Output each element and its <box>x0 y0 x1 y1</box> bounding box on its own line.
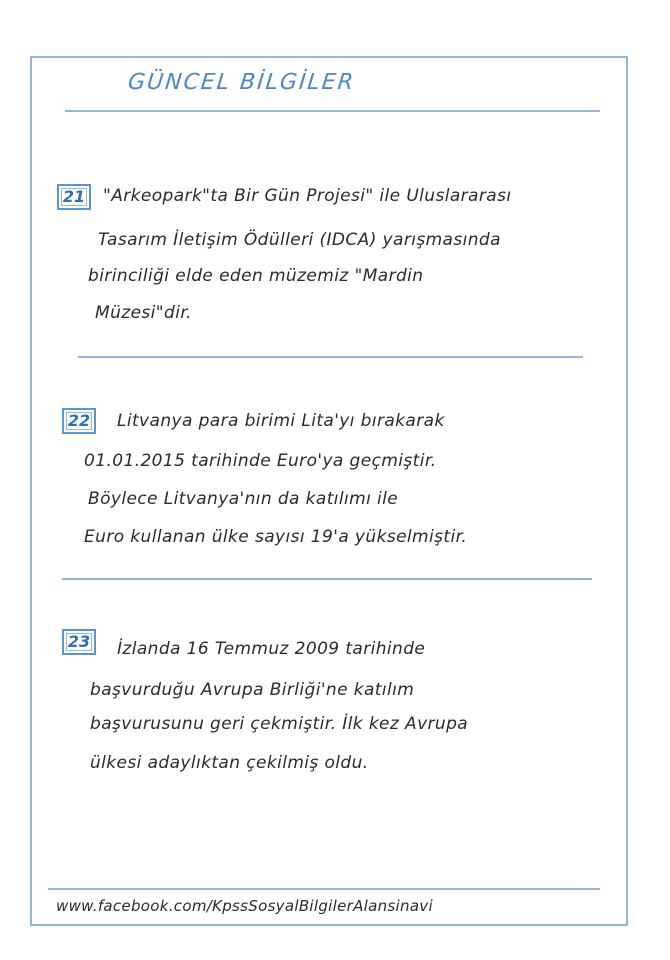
entry-text-line: 01.01.2015 tarihinde Euro'ya geçmiştir. <box>84 451 437 471</box>
entry-text-line: İzlanda 16 Temmuz 2009 tarihinde <box>117 639 426 659</box>
entry-text-line: başvurduğu Avrupa Birliği'ne katılım <box>90 680 415 700</box>
section-divider <box>78 356 583 358</box>
entry-text-line: "Arkeopark"ta Bir Gün Projesi" ile Uluslararası <box>103 186 512 206</box>
entry-text-line: Litvanya para birimi Lita'yı bırakarak <box>117 411 445 431</box>
entry-text-line: Tasarım İletişim Ödülleri (IDCA) yarışmasında <box>98 230 501 250</box>
entry-text-line: Euro kullanan ülke sayısı 19'a yükselmiştir. <box>84 527 468 547</box>
footer-divider <box>48 888 600 890</box>
entry-text-line: başvurusunu geri çekmiştir. İlk kez Avrupa <box>90 714 469 734</box>
page-title: GÜNCEL BİLGİLER <box>126 70 357 95</box>
section-divider <box>62 578 592 580</box>
entry-text-line: Müzesi"dir. <box>95 303 192 323</box>
entry-text-line: Böylece Litvanya'nın da katılımı ile <box>88 489 399 509</box>
entry-text-line: birinciliği elde eden müzemiz "Mardin <box>88 266 424 286</box>
entry-number-badge: 21 <box>57 184 91 210</box>
entry-number-badge: 23 <box>62 629 96 655</box>
footer-url: www.facebook.com/KpssSosyalBilgilerAlansinavi <box>56 897 433 915</box>
title-divider <box>65 110 600 112</box>
entry-number-badge: 22 <box>62 408 96 434</box>
entry-text-line: ülkesi adaylıktan çekilmiş oldu. <box>90 753 369 773</box>
